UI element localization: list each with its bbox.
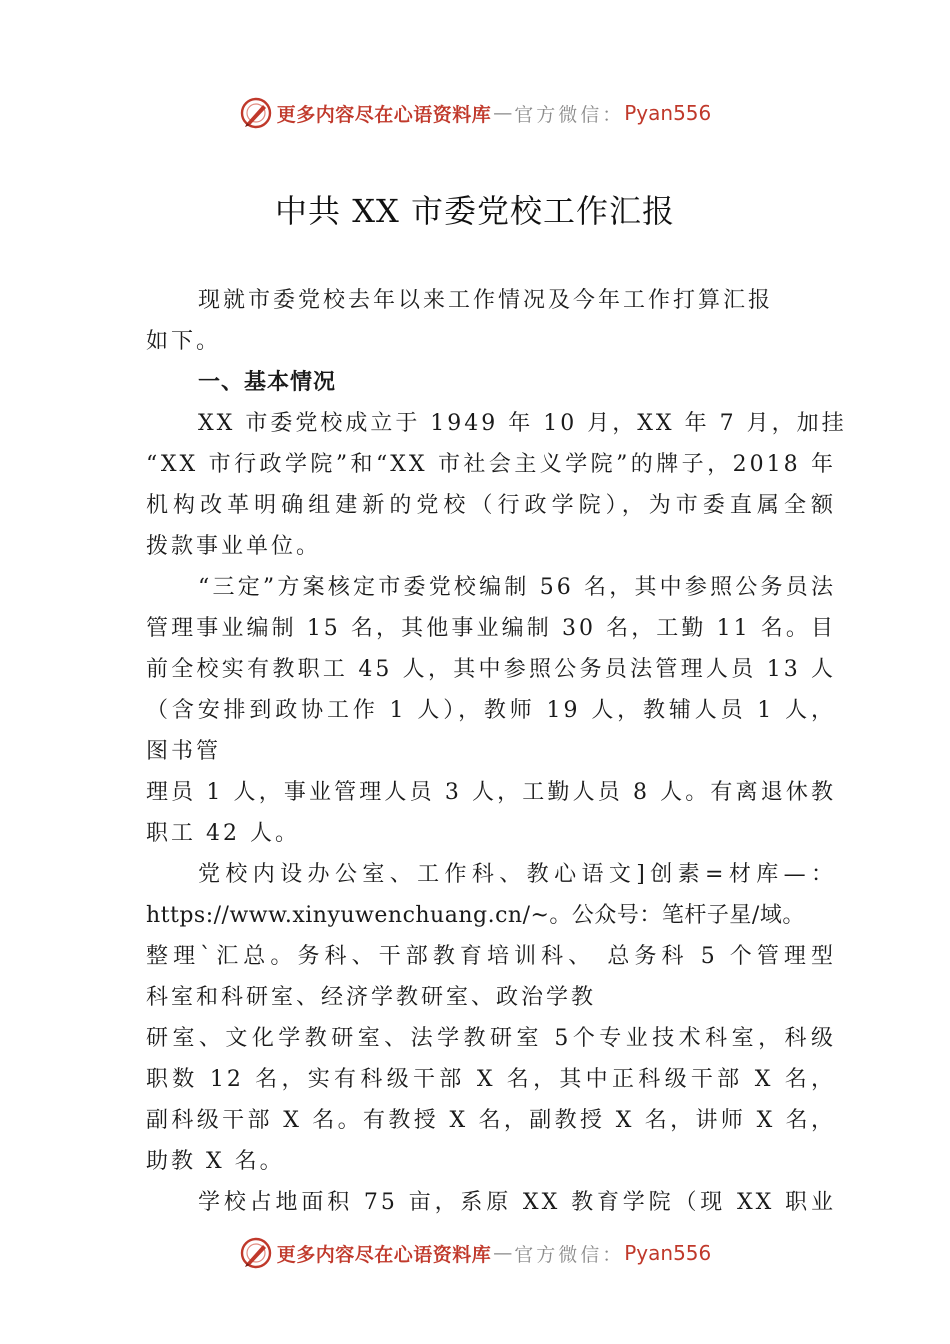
paragraph-line: “XX 市行政学院”和“XX 市社会主义学院”的牌子，2018 年 — [146, 452, 836, 477]
paragraph-line: 现就市委党校去年以来工作情况及今年工作打算汇报 — [198, 288, 774, 313]
paragraph-line: 科室和科研室、经济学教研室、政治学教 — [146, 985, 597, 1010]
paragraph-line: 如下。 — [146, 329, 222, 354]
paragraph-line: “三定”方案核定市委党校编制 56 名，其中参照公务员法 — [198, 575, 836, 600]
pen-logo-icon — [239, 96, 273, 130]
paragraph-line: 学校占地面积 75 亩，系原 XX 教育学院（现 XX 职业 — [198, 1190, 836, 1215]
banner-site-name: 更多内容尽在心语资料库 — [276, 103, 492, 126]
banner-wechat-label: 官方微信： — [514, 103, 625, 126]
paragraph-line: 拨款事业单位。 — [146, 534, 322, 559]
paragraph-line: XX 市委党校成立于 1949 年 10 月，XX 年 7 月，加挂 — [198, 411, 847, 436]
banner-dash: — — [493, 1242, 513, 1264]
banner-wechat-id: Pyan556 — [624, 1241, 712, 1265]
paragraph-line: 助教 X 名。 — [146, 1149, 285, 1174]
header-banner — [0, 93, 950, 133]
paragraph-line: 机构改革明确组建新的党校（行政学院），为市委直属全额 — [146, 493, 836, 518]
document-title: 中共 XX 市委党校工作汇报 — [275, 192, 675, 230]
pen-logo-icon — [239, 1236, 273, 1270]
paragraph-line: 前全校实有教职工 45 人，其中参照公务员法管理人员 13 人 — [146, 657, 836, 682]
footer-banner — [0, 1233, 950, 1273]
banner-wechat-id: Pyan556 — [624, 101, 712, 125]
paragraph-line: https://www.xinyuwenchuang.cn/~。公众号：笔杆子星/域。 — [146, 903, 805, 928]
paragraph-line: 职数 12 名，实有科级干部 X 名，其中正科级干部 X 名， — [146, 1067, 836, 1092]
paragraph-line: （含安排到政协工作 1 人），教师 19 人，教辅人员 1 人， — [146, 698, 836, 723]
banner-dash: — — [493, 102, 513, 124]
banner-site-name: 更多内容尽在心语资料库 — [276, 1243, 492, 1266]
banner-content — [239, 1236, 712, 1270]
banner-wechat-label: 官方微信： — [514, 1243, 625, 1266]
paragraph-line: 整理`汇总。务科、干部教育培训科、 总务科 5 个管理型 — [146, 944, 836, 969]
paragraph-line: 管理事业编制 15 名，其他事业编制 30 名，工勤 11 名。目 — [146, 616, 836, 641]
paragraph-line: 研室、文化学教研室、法学教研室 5个专业技术科室，科级 — [146, 1026, 836, 1051]
paragraph-line: 图书管 — [146, 739, 222, 764]
banner-content — [239, 96, 712, 130]
paragraph-line: 理员 1 人，事业管理人员 3 人，工勤人员 8 人。有离退休教 — [146, 780, 836, 805]
section-heading: 一、基本情况 — [198, 370, 337, 395]
paragraph-line: 副科级干部 X 名。有教授 X 名，副教授 X 名，讲师 X 名， — [146, 1108, 836, 1133]
paragraph-line: 职工 42 人。 — [146, 821, 300, 846]
paragraph-line: 党校内设办公室、工作科、教心语文]创素=材库—： — [198, 862, 836, 887]
document-body — [146, 280, 847, 1223]
